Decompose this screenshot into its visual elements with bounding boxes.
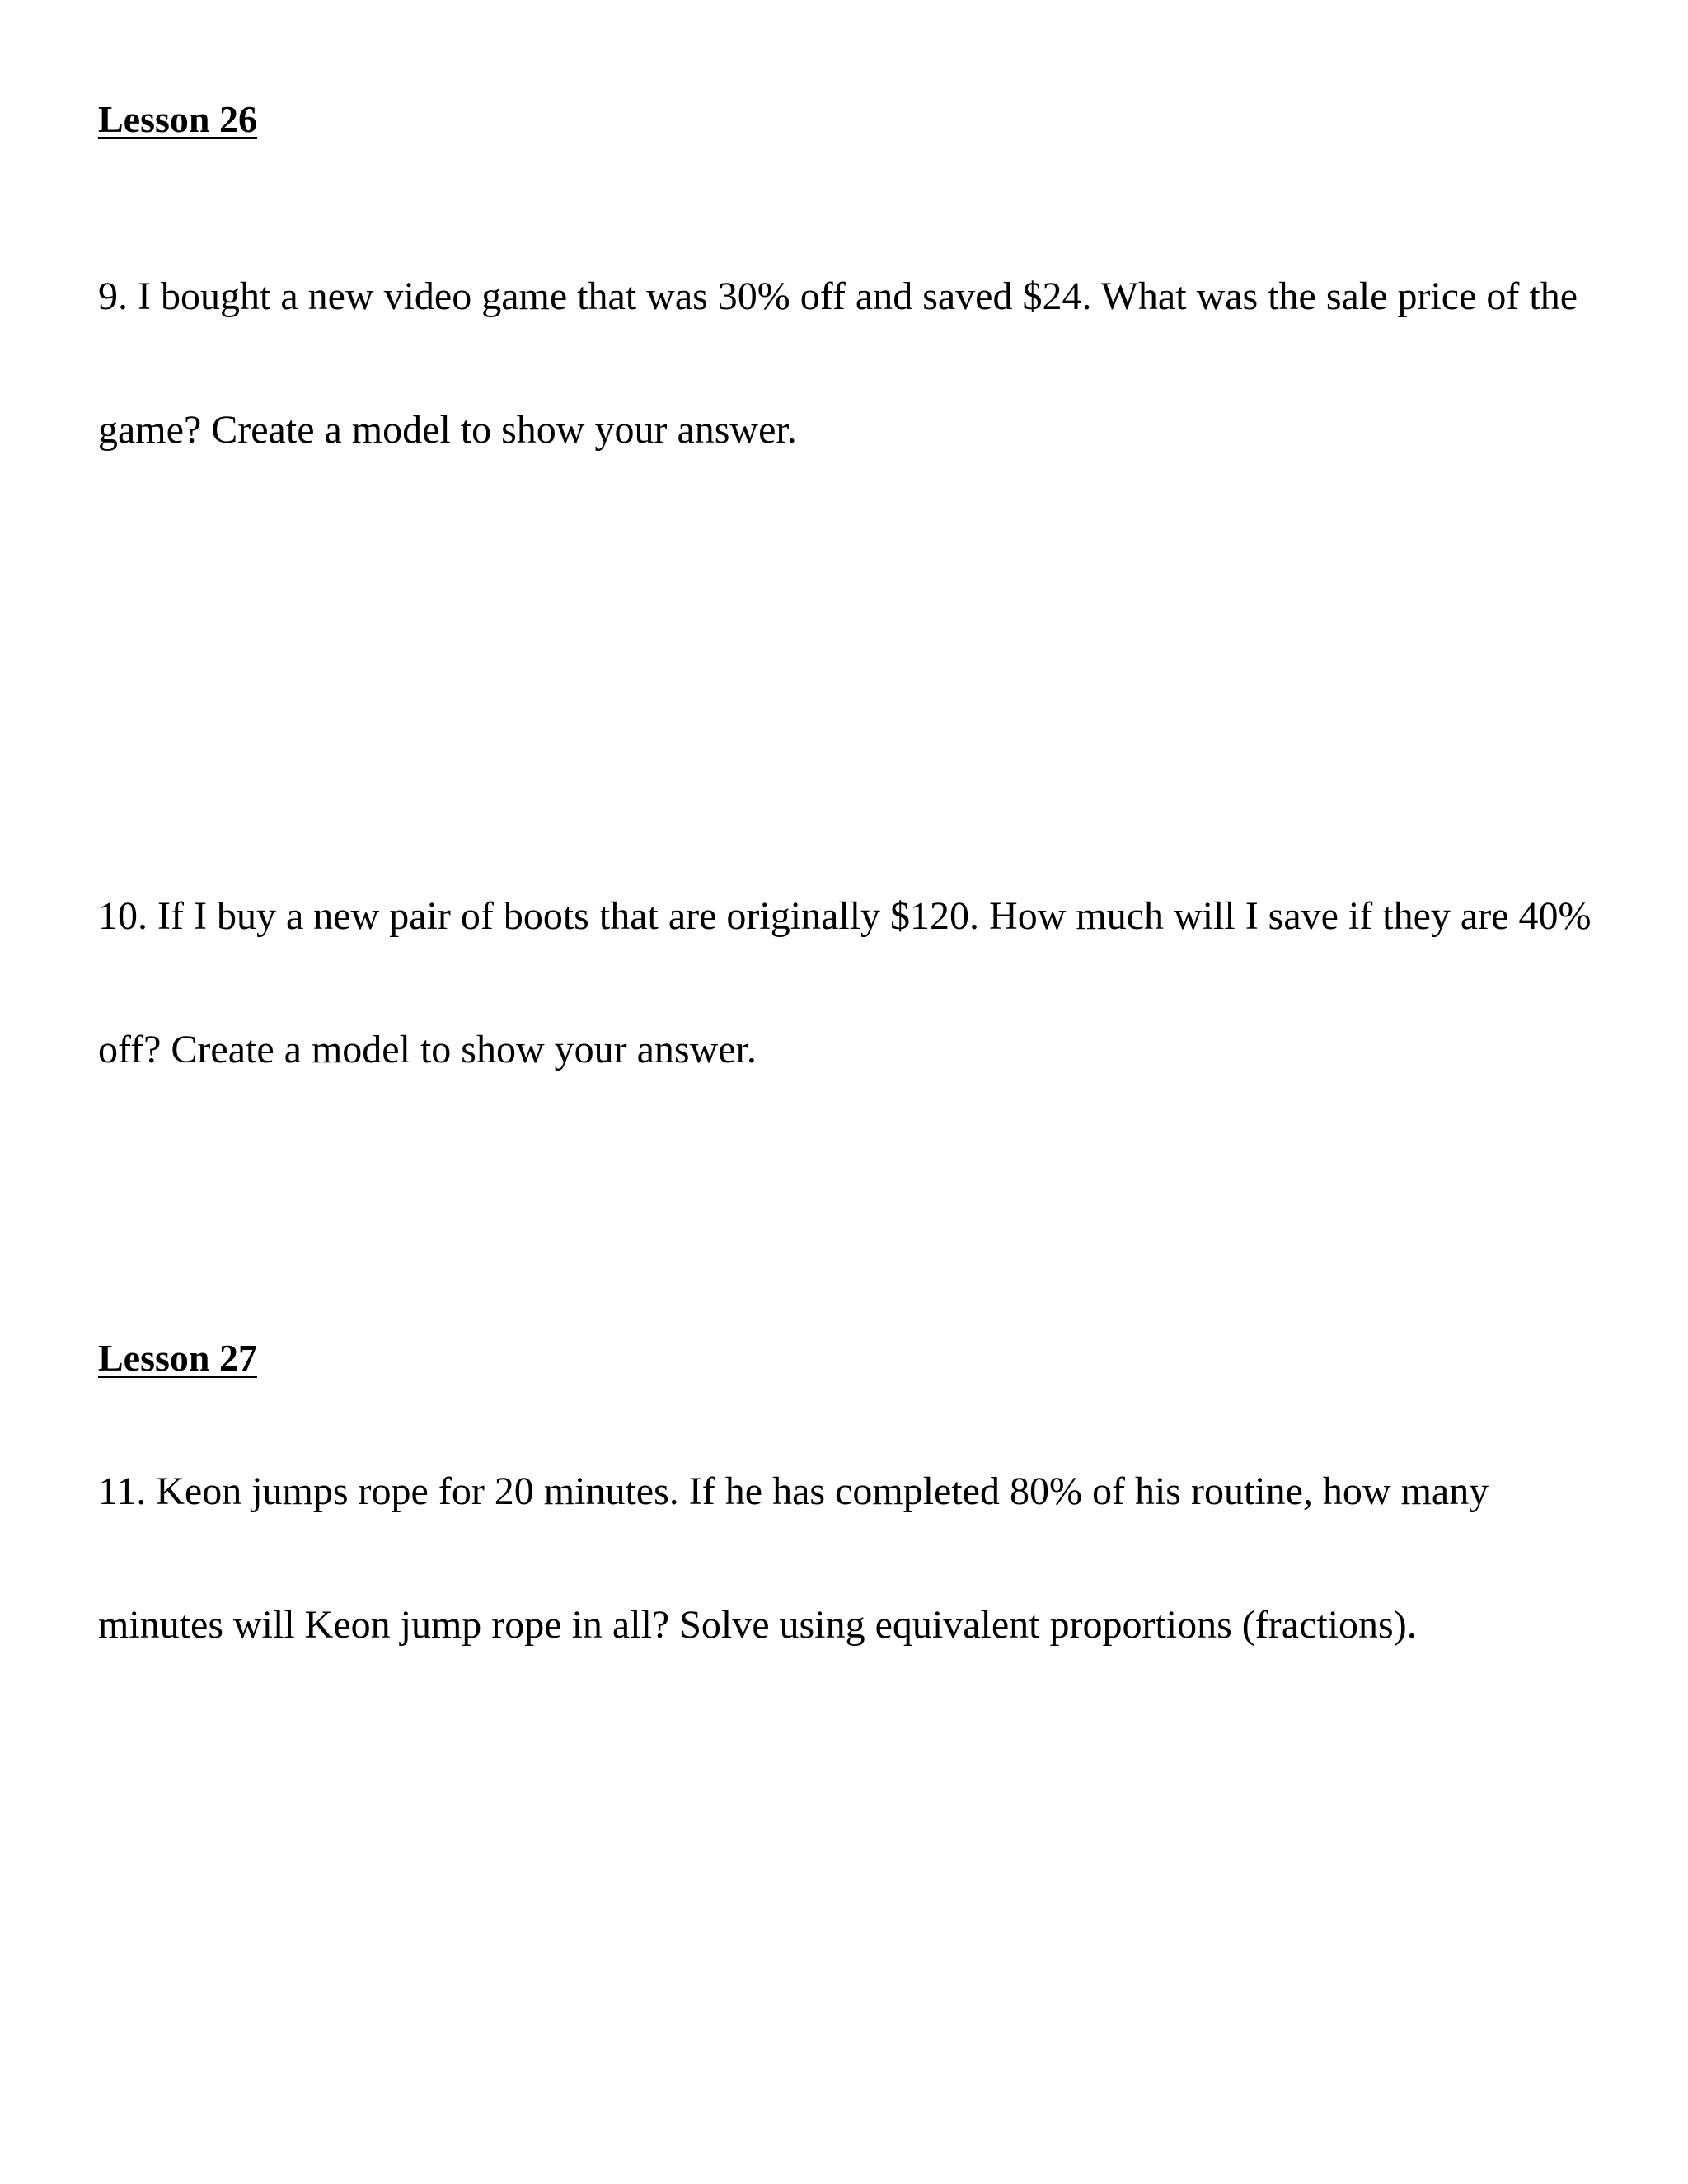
question-11-line-2: minutes will Keon jump rope in all? Solve using equivalent proportions (fractions).	[98, 1603, 1417, 1647]
question-11-line-1: 11. Keon jumps rope for 20 minutes. If he has completed 80% of his routine, how many	[98, 1469, 1489, 1513]
question-11-answer-space[interactable]	[98, 1475, 1598, 2135]
question-9-answer-space[interactable]	[98, 280, 1598, 791]
question-10-line-2: off? Create a model to show your answer.	[98, 1028, 757, 1071]
lesson-26-heading: Lesson 26	[98, 98, 257, 140]
question-9-line-2: game? Create a model to show your answer.	[98, 408, 797, 452]
lesson-27-heading: Lesson 27	[98, 1337, 257, 1379]
lesson-27-section	[98, 1336, 1598, 1380]
question-10-line-1: 10. If I buy a new pair of boots that are originally $120. How much will I save if they are 40%	[98, 894, 1592, 938]
lesson-26-section	[98, 97, 1598, 142]
question-10-answer-space[interactable]	[98, 900, 1598, 1320]
question-9-line-1: 9. I bought a new video game that was 30% off and saved $24. What was the sale price of the	[98, 274, 1578, 318]
